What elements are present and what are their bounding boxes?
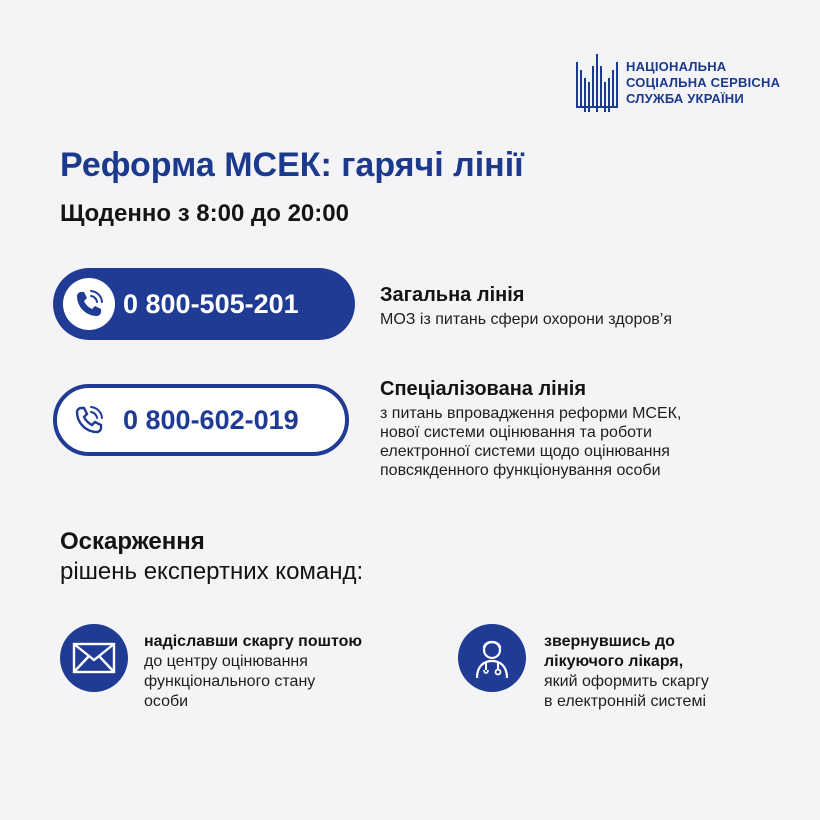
hotline-general-desc: МОЗ із питань сфери охорони здоров’я — [380, 311, 673, 328]
appeal-option-doctor-bold2: лікуючого лікаря, — [544, 653, 684, 670]
appeal-option-doctor-bold1: звернувшись до — [544, 633, 675, 650]
phone-icon — [63, 278, 115, 330]
page-title: Реформа МСЕК: гарячі лінії — [60, 146, 524, 184]
appeal-option-mail-line3: особи — [144, 693, 189, 710]
appeal-subtitle: рішень експертних команд: — [60, 558, 364, 585]
hotline-specialized-button[interactable] — [53, 384, 349, 456]
appeal-option-doctor-line1: який оформить скаргу — [544, 673, 709, 690]
appeal-title: Оскарження — [60, 528, 205, 555]
hotline-general-info — [380, 284, 672, 329]
org-name-line3: СЛУЖБА УКРАЇНИ — [626, 91, 744, 106]
org-logo — [574, 52, 780, 114]
org-name-line2: СОЦІАЛЬНА СЕРВІСНА — [626, 75, 781, 90]
appeal-option-mail — [144, 632, 362, 712]
hotline-specialized-desc-2: нової системи оцінювання та роботи — [380, 424, 652, 441]
hotline-specialized-number: 0 800-602-019 — [123, 404, 299, 435]
hotline-specialized-desc-3: електронної системи щодо оцінювання — [380, 443, 670, 460]
hotline-general-title: Загальна лінія — [380, 284, 525, 306]
doctor-icon — [458, 624, 526, 692]
appeal-option-mail-line1: до центру оцінювання — [144, 653, 308, 670]
appeal-option-doctor — [544, 632, 709, 712]
appeal-option-doctor-line2: в електронній системі — [544, 693, 706, 710]
org-name-line1: НАЦІОНАЛЬНА — [626, 59, 727, 74]
hotline-general-number: 0 800-505-201 — [123, 288, 299, 319]
hotline-specialized-info — [380, 378, 681, 480]
hotline-specialized-desc-4: повсякденного функціонування особи — [380, 462, 661, 479]
trident-logo-icon — [574, 52, 620, 114]
hotline-specialized-desc-1: з питань впровадження реформи МСЕК, — [380, 405, 682, 422]
appeal-option-mail-line2: функціонального стану — [144, 673, 316, 690]
envelope-icon — [60, 624, 128, 692]
hotline-general-button[interactable] — [53, 268, 355, 340]
hotline-specialized-title: Спеціалізована лінія — [380, 378, 587, 400]
phone-icon — [63, 394, 115, 446]
schedule-text: Щоденно з 8:00 до 20:00 — [60, 200, 349, 227]
appeal-option-mail-bold: надіславши скаргу поштою — [144, 633, 362, 650]
